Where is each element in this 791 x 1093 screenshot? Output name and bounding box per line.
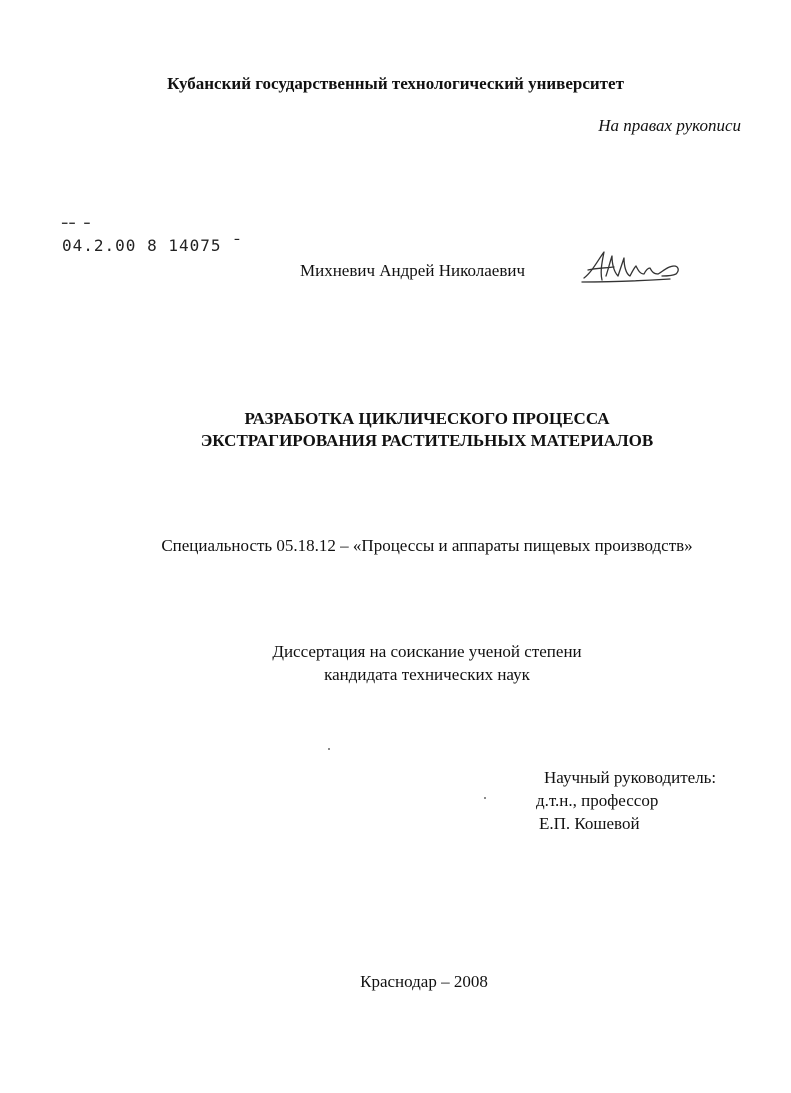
scientific-supervisor	[536, 766, 716, 835]
stamp-dash-mark: ˉ	[221, 236, 243, 255]
dissertation-title	[0, 408, 791, 452]
registration-stamp-code: 04.2.00 8 14075 ˉ	[62, 236, 243, 255]
specialty-line: Специальность 05.18.12 – «Процессы и аппараты пищевых производств»	[161, 536, 693, 555]
city-year: Краснодар – 2008	[360, 972, 488, 991]
university-name: Кубанский государственный технологический университет	[167, 74, 624, 93]
supervisor-name: Е.П. Кошевой	[539, 814, 640, 833]
degree-line-2: кандидата технических наук	[324, 665, 530, 684]
title-line-2: ЭКСТРАГИРОВАНИЯ РАСТИТЕЛЬНЫХ МАТЕРИАЛОВ	[200, 431, 654, 450]
author-name: Михневич Андрей Николаевич	[300, 261, 525, 280]
degree-line-1: Диссертация на соискание ученой степени	[272, 642, 582, 661]
manuscript-note: На правах рукописи	[598, 116, 741, 135]
stamp-tick-marks: ▔▔ ▔	[62, 224, 92, 234]
scan-speck	[484, 797, 486, 799]
author-signature	[578, 246, 688, 288]
degree-statement	[0, 640, 791, 686]
supervisor-rank: д.т.н., профессор	[536, 791, 659, 810]
supervisor-label: Научный руководитель:	[544, 768, 717, 787]
scan-speck	[328, 748, 330, 750]
title-line-1: РАЗРАБОТКА ЦИКЛИЧЕСКОГО ПРОЦЕССА	[244, 409, 610, 428]
